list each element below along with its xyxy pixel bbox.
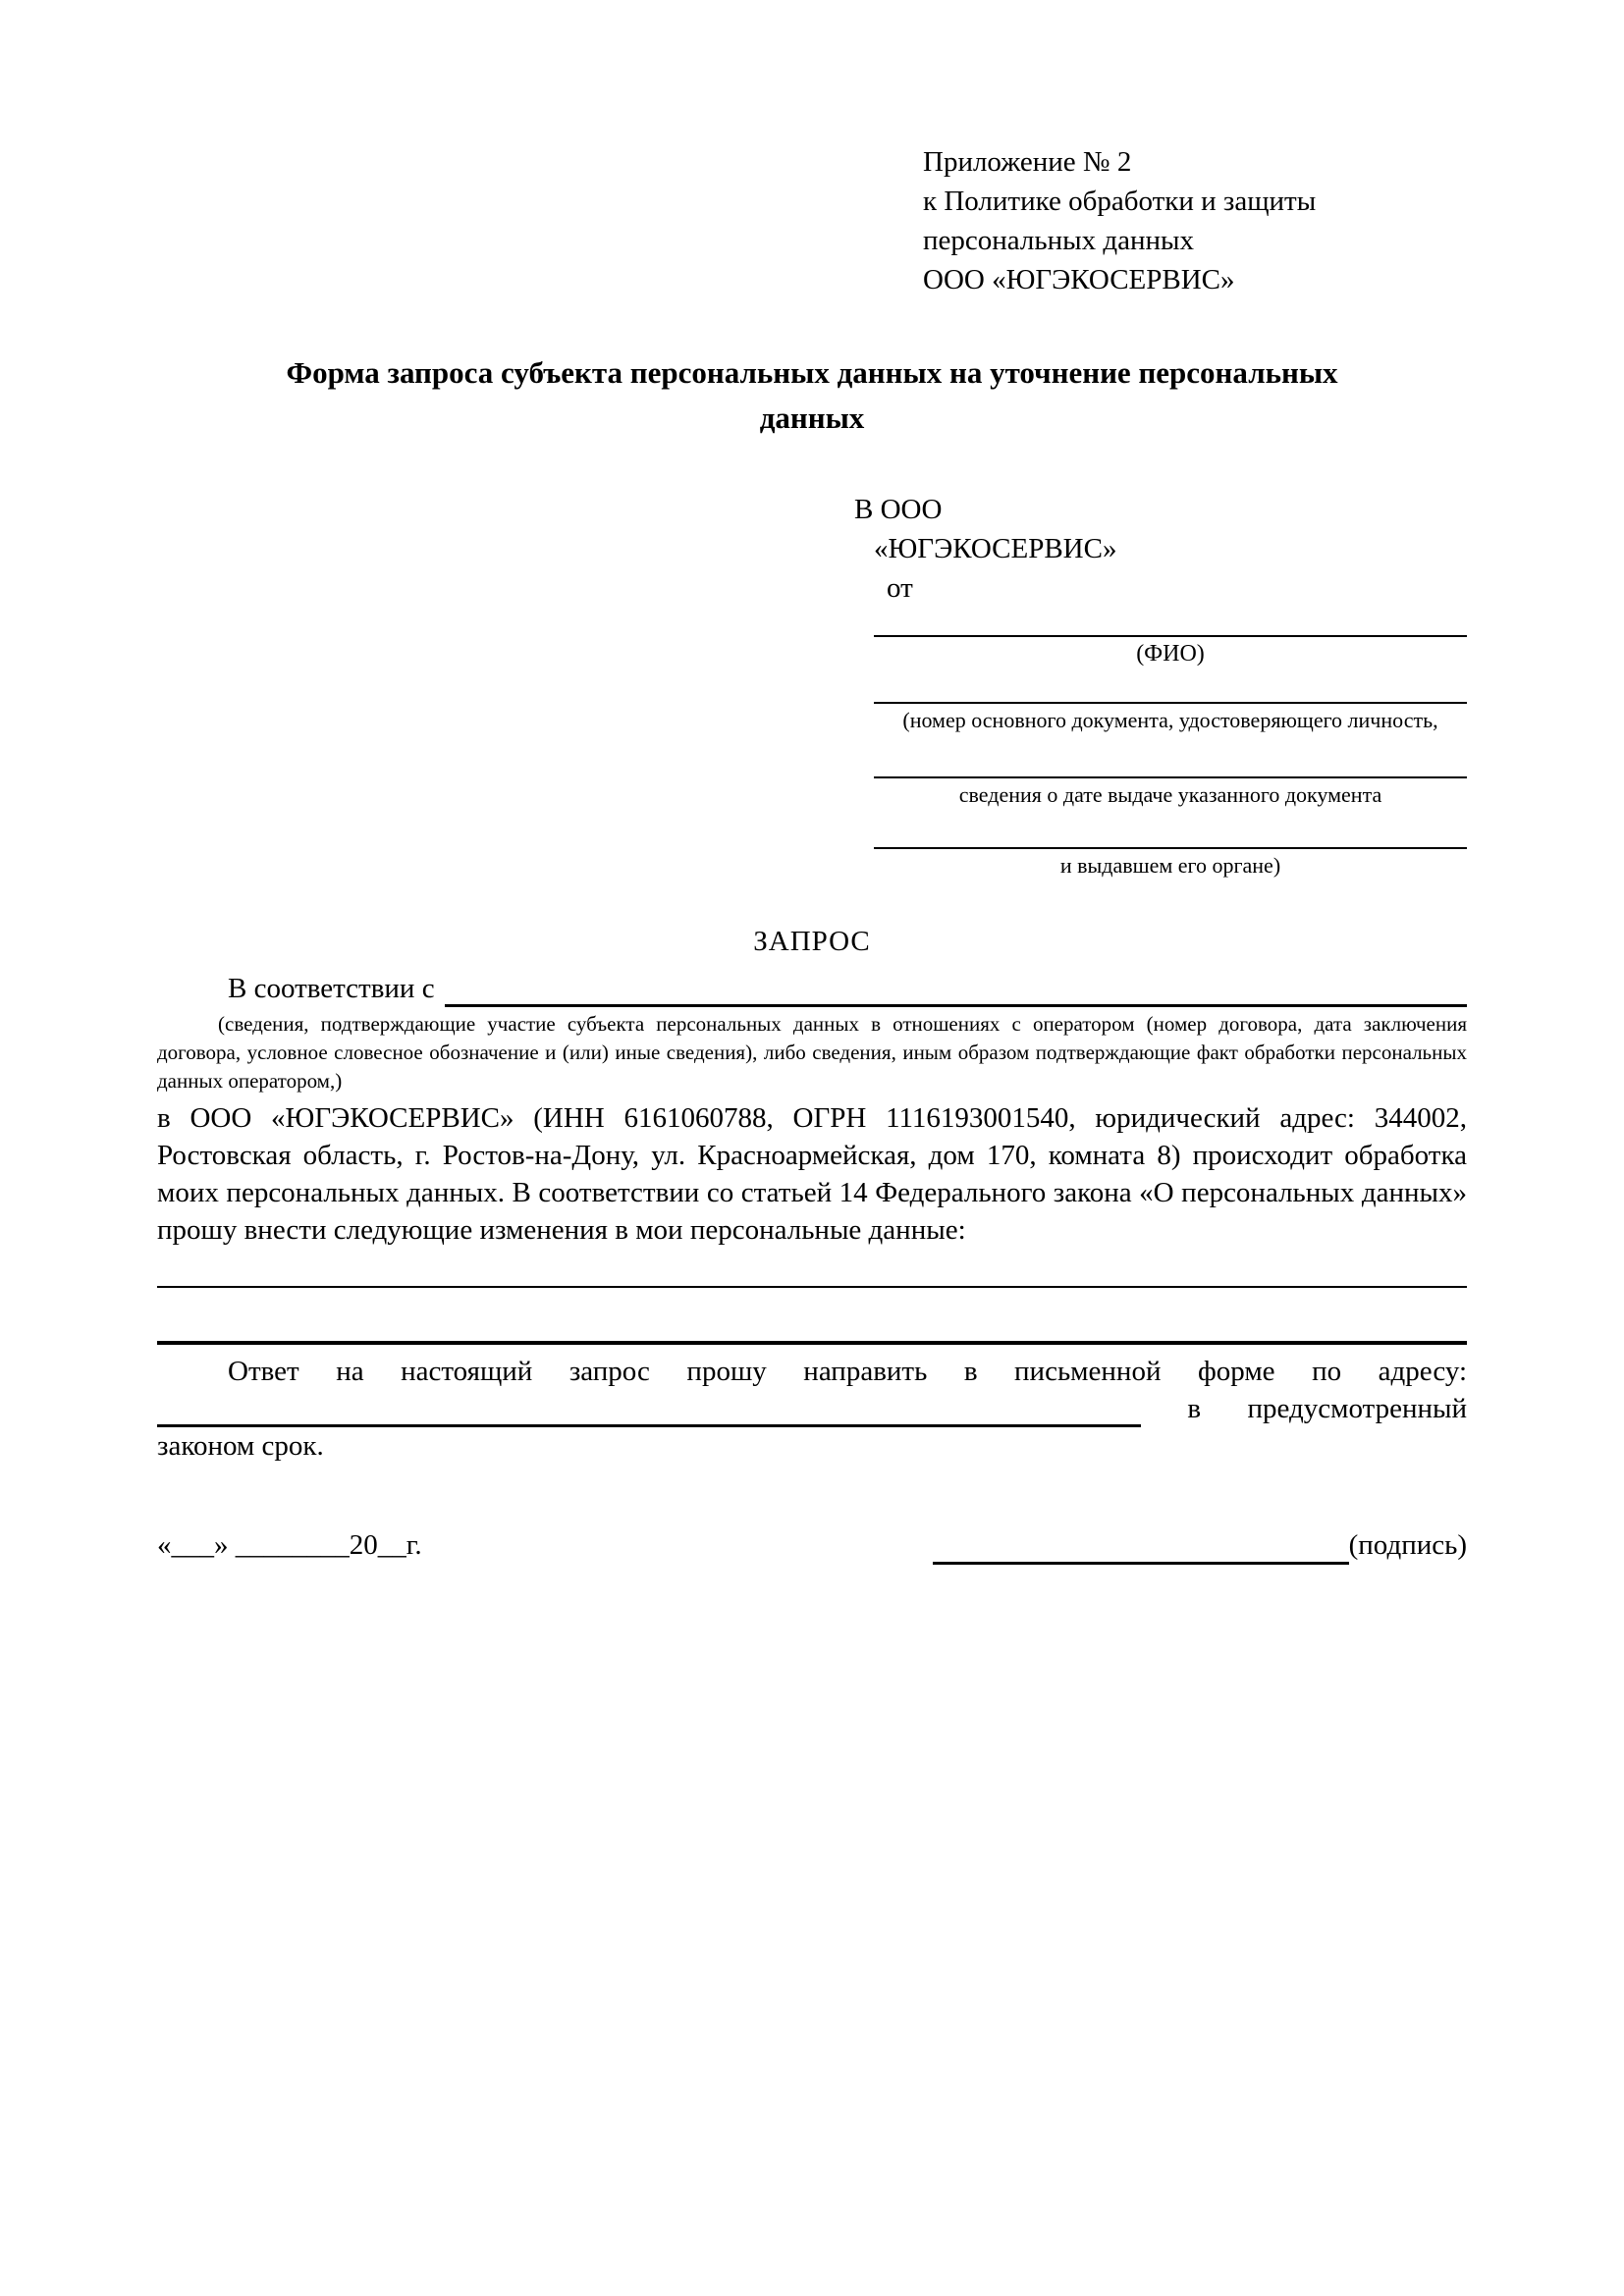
document-number-field bbox=[874, 702, 1467, 735]
issuing-authority-caption: и выдавшем его органе) bbox=[1059, 853, 1281, 878]
annex-block bbox=[923, 142, 1473, 299]
answer-line-1: Ответ на настоящий запрос прошу направить в письменной форме по адресу: bbox=[228, 1356, 1467, 1387]
document-title: Форма запроса субъекта персональных данных на уточнение персональных данных bbox=[286, 355, 1338, 435]
intro-caption: (сведения, подтверждающие участие субъекта персональных данных в отношениях с оператором (номер договора, дата заключения договора, условное словесное обозначение и (или) иные сведения), либо сведения, иным образом подтверждающие факт обработки персональных данных оператором,) bbox=[157, 1012, 1467, 1093]
footer-row bbox=[157, 1525, 1467, 1565]
intro-row bbox=[157, 970, 1467, 1007]
addressee-org-line: «ЮГЭКОСЕРВИС» bbox=[874, 533, 1117, 564]
document-number-caption: (номер основного документа, удостоверяющего личность, bbox=[902, 708, 1438, 732]
answer-line-2 bbox=[157, 1390, 1467, 1427]
date-blank: «___» ________20__г. bbox=[157, 1529, 422, 1561]
intro-prefix: В соответствии с bbox=[228, 973, 435, 1004]
signature-area bbox=[933, 1525, 1467, 1565]
annex-line-number: Приложение № 2 bbox=[923, 146, 1132, 178]
changes-blank-line-2 bbox=[157, 1341, 1467, 1345]
signature-blank-line bbox=[933, 1532, 1349, 1565]
request-heading: ЗАПРОС bbox=[753, 926, 871, 957]
address-blank-line bbox=[157, 1395, 1141, 1427]
addressee-from-label: от bbox=[887, 572, 913, 604]
fio-caption: (ФИО) bbox=[1136, 641, 1205, 667]
answer-line-3: законом срок. bbox=[157, 1430, 324, 1462]
body-paragraph: в ООО «ЮГЭКОСЕРВИС» (ИНН 6161060788, ОГРН 1116193001540, юридический адрес: 344002, Ростовская область, г. Ростов-на-Дону, ул. Красноармейская, дом 170, комната 8) происходит обработка моих персональных данных. В соответствии со статьей 14 Федерального закона «О персональных данных» прошу внести следующие изменения в мои персональные данные: bbox=[157, 1102, 1467, 1246]
signature-caption: (подпись) bbox=[1348, 1529, 1467, 1561]
issue-date-caption: сведения о дате выдаче указанного документа bbox=[958, 782, 1382, 807]
annex-line-company: ООО «ЮГЭКОСЕРВИС» bbox=[923, 264, 1235, 295]
addressee-block bbox=[854, 490, 1467, 881]
changes-blank-line-1 bbox=[157, 1286, 1467, 1288]
fio-field bbox=[874, 635, 1467, 668]
annex-line-policy: к Политике обработки и защиты персональных данных bbox=[923, 186, 1317, 256]
answer-word-predusmotrennyi: предусмотренный bbox=[1247, 1393, 1467, 1424]
addressee-to-line: В ООО bbox=[854, 494, 943, 525]
intro-blank-line bbox=[445, 975, 1467, 1007]
issue-date-field bbox=[874, 776, 1467, 810]
issuing-authority-field bbox=[874, 847, 1467, 881]
answer-word-v: в bbox=[1187, 1393, 1202, 1424]
